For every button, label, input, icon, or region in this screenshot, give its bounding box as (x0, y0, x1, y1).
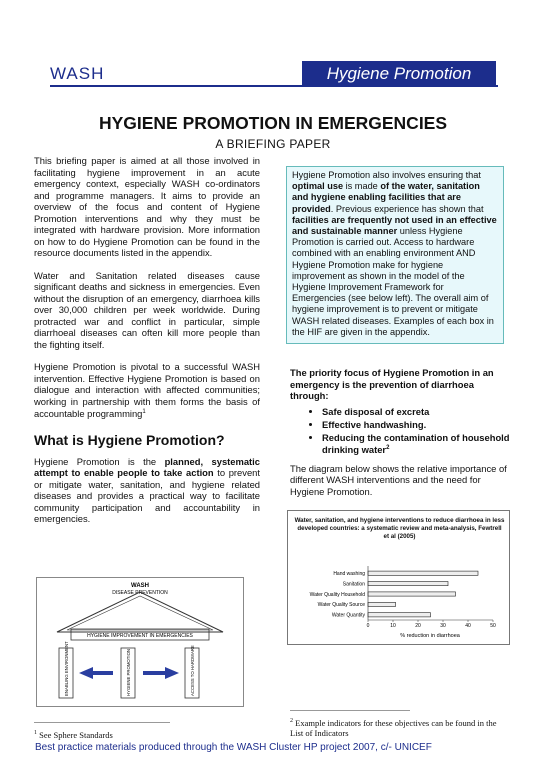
pivotal-text: Hygiene Promotion is pivotal to a successful WASH intervention. Effective Hygiene Promotion is based on dialogue and interaction with affected communities; working in partnership with them forms the basis of accountable programming (34, 361, 260, 420)
hif-diagram-svg (37, 578, 243, 706)
diagram-top-label: WASH (131, 583, 149, 589)
footnote-2 (290, 716, 510, 738)
chart-x-tick-label: 40 (465, 623, 471, 629)
box-text-6: facilities are frequently not used in an effective and sustainable manner (292, 214, 497, 237)
box-text-7: unless Hygiene Promotion is carried out. Access to hardware combined with an enabling environment AND Hygiene Promotion make for hygiene improvement as shown in the model of the Hygiene Improvement Framework for Emergencies (see below left). The overall aim of hygiene improvement is to prevent or mitigate WASH related diseases. Examples of each box in the HIF are given in the appendix. (292, 226, 494, 337)
box-text-3: is made (343, 181, 381, 192)
definition-text-a: Hygiene Promotion is the (34, 455, 165, 467)
box-text-1: Hygiene Promotion also involves ensuring that (292, 170, 481, 180)
chart-bar (368, 571, 478, 575)
diagram-col3-label: ACCESS TO HARDWARE (190, 645, 195, 696)
hif-diagram (36, 577, 244, 707)
pivotal-paragraph (34, 361, 260, 420)
box-text-5: . Previous experience has shown that (330, 203, 484, 214)
chart-svg (288, 511, 509, 644)
list-item: • Safe disposal of excreta (322, 406, 510, 417)
chart-bar (368, 592, 456, 596)
box-text-4: of the water, sanitation and hygiene enabling facilities that are provided (292, 181, 480, 214)
header-wash: WASH (50, 64, 105, 83)
arrow-left-icon (79, 667, 113, 679)
box-text-2: optimal use (292, 181, 344, 192)
footnote-ref-2: 2 (386, 444, 390, 451)
chart-bar (368, 613, 431, 617)
optimal-use-box (286, 166, 504, 344)
left-column (34, 155, 260, 525)
definition-text-bold: planned, systematic attempt to enable people to take action (34, 455, 260, 479)
page-subtitle: A BRIEFING PAPER (215, 137, 331, 151)
footnote-ref-1: 1 (142, 409, 146, 415)
diagram-col2-label: HYGIENE PROMOTION (126, 648, 131, 696)
diseases-paragraph: Water and Sanitation related diseases cause significant deaths and sickness in emergencies. Even without the disruption of an emergency, diarrhoea kills over 30,000 children per week worldwide. During protracted war and conflict in particular, simple diarrhoeal diseases can often kill more people than the fighting itself. (34, 269, 260, 350)
header-hygiene-promotion: Hygiene Promotion (302, 61, 496, 86)
chart-category-label: Water Quantity (331, 612, 365, 619)
footnote-rule-left (34, 722, 170, 723)
chart-x-tick-label: 20 (415, 623, 421, 629)
definition-paragraph (34, 456, 260, 525)
arrow-right-icon (143, 667, 179, 679)
priority-list (290, 406, 510, 455)
chart-bar (368, 582, 448, 586)
list-item: • Effective handwashing. (322, 419, 510, 430)
footnote-2-number: 2 (290, 718, 293, 724)
diagram-sub-label: DISEASE PREVENTION (112, 590, 168, 596)
roof-outer (57, 592, 223, 632)
section-heading: What is Hygiene Promotion? (34, 431, 225, 448)
footnote-rule-right (290, 710, 410, 711)
fewtrell-chart (287, 510, 510, 645)
chart-bar (368, 602, 396, 606)
priority-focus: The priority focus of Hygiene Promotion in an emergency is the prevention of diarrhoea through: (290, 367, 494, 401)
chart-category-label: Water Quality Household (309, 591, 365, 598)
chart-x-tick-label: 10 (390, 623, 396, 629)
chart-category-label: Sanitation (342, 581, 365, 588)
list-item-text: Reducing the contamination of household drinking water (322, 431, 510, 455)
diagram-intro: The diagram below shows the relative importance of different WASH interventions and the need for Hygiene Promotion. (290, 462, 507, 497)
footnote-1 (34, 728, 113, 740)
page-title: HYGIENE PROMOTION IN EMERGENCIES (98, 113, 448, 133)
definition-text-c: to prevent or mitigate water, sanitation, and hygiene related diseases and provides a practical way to facilitate community participation and accountability in emergencies. (34, 467, 260, 525)
diagram-col1-label: ENABLING ENVIRONMENT (64, 641, 69, 696)
header-rule (50, 85, 498, 87)
diagram-band-label: HYGIENE IMPROVEMENT IN EMERGENCIES (87, 633, 193, 639)
chart-category-label: Water Quality Source (317, 602, 365, 609)
chart-x-tick-label: 0 (366, 623, 370, 629)
footnote-1-number: 1 (34, 730, 37, 736)
roof-inner (67, 596, 213, 630)
optimal-use-text (292, 170, 498, 338)
chart-category-label: Hand washing (333, 571, 365, 577)
footnote-1-text: See Sphere Standards (37, 729, 113, 740)
footer-credit: Best practice materials produced through the WASH Cluster HP project 2007, c/- UNICEF (35, 742, 432, 753)
list-item (322, 432, 510, 455)
intro-paragraph: This briefing paper is aimed at all those involved in facilitating hygiene improvement in an acute emergency context, especially WASH co-ordinators and programme managers. It aims to provide an overview of the focus and content of Hygiene Promotion interventions and why they must be integrated with hardware provision. More information on how to do Hygiene Promotion can be found in the resource documents listed in the appendix. (34, 155, 260, 258)
chart-x-label: % reduction in diarrhoea (400, 633, 460, 639)
footnote-2-text: Example indicators for these objectives can be found in the List of Indicators (290, 717, 497, 738)
chart-x-tick-label: 50 (490, 623, 496, 629)
right-column (290, 367, 510, 497)
chart-x-tick-label: 30 (440, 623, 446, 629)
chart-title: Water, sanitation, and hygiene interventions to reduce diarrhoea in less developed countries: a systematic review and meta-analysis, Fewtrell et al (2005) (294, 517, 505, 540)
